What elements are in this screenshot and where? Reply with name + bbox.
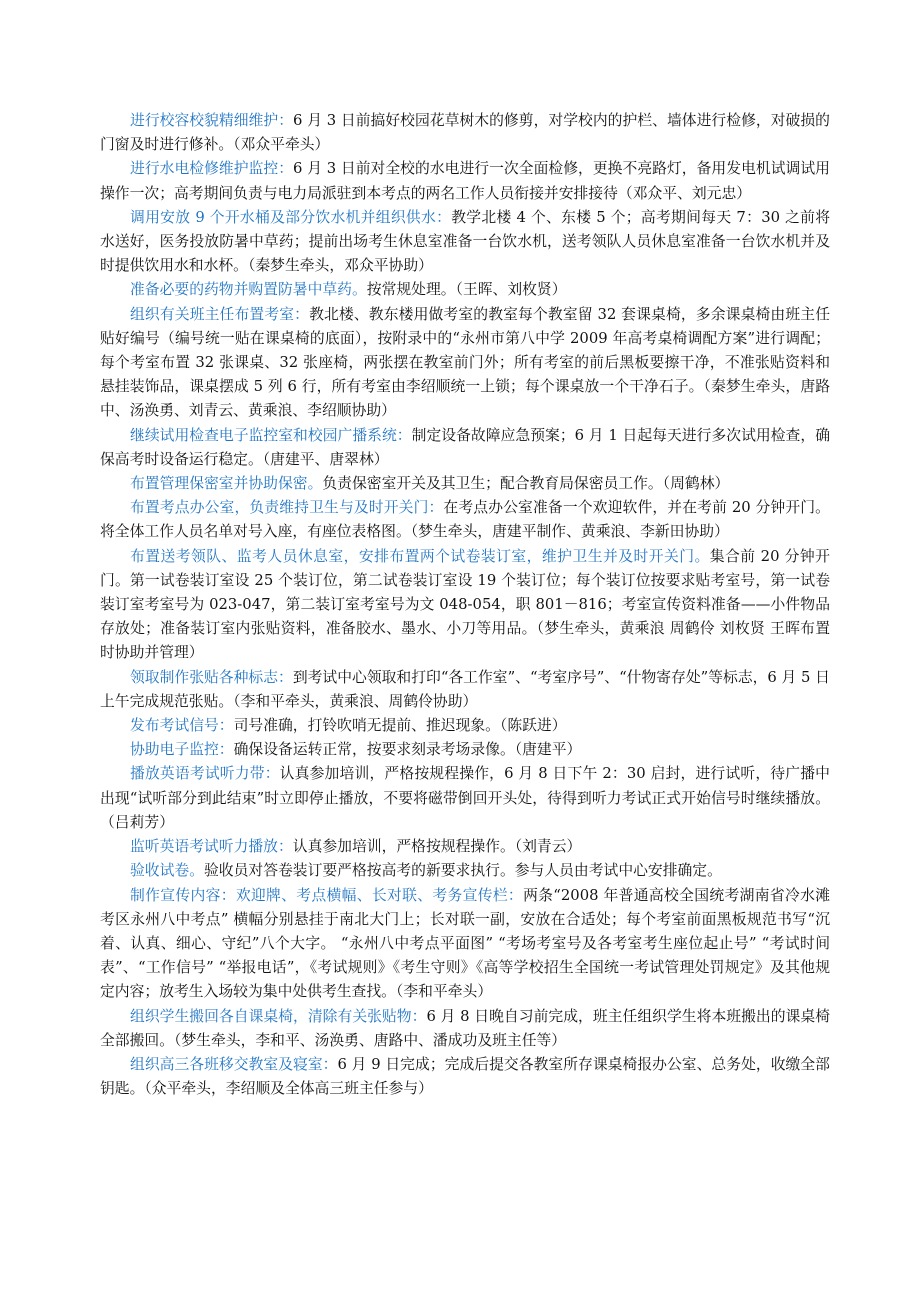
paragraph bbox=[100, 714, 830, 738]
paragraph bbox=[100, 835, 830, 859]
paragraph-text: 6 月 9 日完成；完成后提交各教室所存课桌椅报办公室、总务处，收缴全部钥匙。（众平牵头，李绍顺及全体高三班主任参与） bbox=[100, 1055, 830, 1098]
paragraph-text: 认真参加培训，严格按规程操作。（刘青云） bbox=[292, 838, 582, 856]
paragraph-text: 在考点办公室准备一个欢迎软件，并在考前 20 分钟开门。将全体工作人员名单对号入座，有座位表格图。（梦生牵头，唐建平制作、黄乘浪、李新田协助） bbox=[100, 499, 830, 541]
paragraph-heading: 调用安放 9 个开水桶及部分饮水机并组织供水： bbox=[130, 208, 452, 226]
paragraph-heading: 验收试卷。 bbox=[130, 862, 204, 880]
paragraph bbox=[100, 1005, 830, 1053]
paragraph-text: 教学北楼 4 个、东楼 5 个；高考期间每天 7：30 之前将水送好，医务投放防暑中草药；提前出场考生休息室准备一台饮水机，送考领队人员休息室准备一台饮水机并及时提供饮用水和水杯。（秦梦生牵头，邓众平协助） bbox=[100, 208, 831, 275]
paragraph bbox=[100, 157, 830, 205]
paragraph-heading: 布置管理保密室并协助保密。 bbox=[130, 475, 323, 493]
paragraph bbox=[100, 206, 830, 279]
paragraph bbox=[100, 496, 830, 544]
paragraph-heading: 播放英语考试听力带： bbox=[130, 765, 280, 783]
paragraph-text: 集合前 20 分钟开门。第一试卷装订室设 25 个装订位，第二试卷装订室设 19 个装订位；每个装订位按要求贴考室号，第一试卷装订室考室号为 023-047，第二装订室考室号为文 048-054，职 801－816；考室宣传资料准备——小件物品存放处；准备装订室内张贴资料，准备胶水、墨水、小刀等用品。（梦生牵头，黄乘浪 周鹤伶 刘枚贤 王晖布置时协助并管理） bbox=[100, 547, 830, 662]
paragraph-text: 6 月 3 日前搞好校园花草树木的修剪，对学校内的护栏、墙体进行检修，对破损的门窗及时进行修补。（邓众平牵头） bbox=[100, 112, 830, 154]
paragraph bbox=[100, 303, 830, 424]
paragraph-heading: 布置送考领队、监考人员休息室，安排布置两个试卷装订室，维护卫生并及时开关门。 bbox=[130, 547, 710, 565]
paragraph-text: 确保设备运转正常，按要求刻录考场录像。（唐建平） bbox=[233, 741, 582, 759]
paragraph-text: 司号准确，打铃吹哨无提前、推迟现象。（陈跃进） bbox=[233, 717, 567, 735]
paragraph bbox=[100, 424, 830, 472]
paragraph-text: 教北楼、教东楼用做考室的教室每个教室留 32 套课桌椅，多余课桌椅由班主任贴好编号（编号统一贴在课桌椅的底面），按附录中的“永州市第八中学 2009 年高考桌椅调配方案”进行调配；每个考室布置 32 张课桌、32 张座椅，两张摆在教室前门外；所有考室的前后黑板要擦干净，不准张贴资料和悬挂装饰品，课桌摆成 5 列 6 行，所有考室由李绍顺统一上锁；每个课桌放一个干净石子。（秦梦生牵头，唐路中、汤涣勇、刘青云、黄乘浪、李绍顺协助） bbox=[100, 305, 830, 420]
paragraph-heading: 组织有关班主任布置考室： bbox=[130, 305, 310, 323]
paragraph bbox=[100, 278, 830, 302]
paragraph bbox=[100, 884, 830, 1005]
paragraph-text: 制定设备故障应急预案；6 月 1 日起每天进行多次试用检查，确保高考时设备运行稳定。（唐建平、唐翠林） bbox=[100, 426, 830, 468]
paragraph-heading: 协助电子监控： bbox=[130, 741, 234, 759]
paragraph bbox=[100, 1053, 830, 1101]
paragraph-text: 认真参加培训，严格按规程操作，6 月 8 日下午 2：30 启封，进行试听，待广播中出现“试听部分到此结束”时立即停止播放，不要将磁带倒回开头处，待得到听力考试正式开始信号时继续播放。（吕莉芳） bbox=[100, 765, 830, 831]
paragraph-text: 到考试中心领取和打印“各工作室”、“考室序号”、“什物寄存处”等标志，6 月 5 日上午完成规范张贴。（李和平牵头，黄乘浪、周鹤伶协助） bbox=[100, 668, 830, 710]
paragraph-heading: 准备必要的药物并购置防暑中草药。 bbox=[130, 281, 367, 299]
paragraph bbox=[100, 738, 830, 762]
document-body bbox=[100, 109, 830, 1101]
paragraph-text: 按常规处理。（王晖、刘枚贤） bbox=[366, 281, 567, 299]
paragraph-heading: 布置考点办公室，负责维持卫生与及时开关门： bbox=[130, 499, 444, 517]
paragraph-heading: 监听英语考试听力播放： bbox=[130, 838, 293, 856]
paragraph bbox=[100, 859, 830, 883]
paragraph-text: 6 月 8 日晚自习前完成，班主任组织学生将本班搬出的课桌椅全部搬回。（梦生牵头，李和平、汤涣勇、唐路中、潘成功及班主任等） bbox=[100, 1007, 830, 1049]
paragraph-text: 验收员对答卷装订要严格按高考的新要求执行。参与人员由考试中心安排确定。 bbox=[204, 862, 722, 880]
paragraph-text: 负责保密室开关及其卫生；配合教育局保密员工作。（周鹤林） bbox=[322, 475, 730, 493]
paragraph-heading: 组织学生搬回各自课桌椅，清除有关张贴物： bbox=[130, 1007, 427, 1025]
paragraph bbox=[100, 545, 830, 666]
paragraph bbox=[100, 762, 830, 835]
paragraph bbox=[100, 472, 830, 496]
paragraph-heading: 继续试用检查电子监控室和校园广播系统： bbox=[130, 426, 412, 444]
paragraph-heading: 进行校容校貌精细维护： bbox=[130, 112, 294, 129]
paragraph-heading: 制作宣传内容：欢迎牌、考点横幅、长对联、考务宣传栏： bbox=[130, 886, 524, 904]
paragraph-heading: 领取制作张贴各种标志： bbox=[130, 668, 293, 686]
paragraph-heading: 发布考试信号： bbox=[130, 717, 234, 735]
paragraph-heading: 进行水电检修维护监控： bbox=[130, 160, 294, 178]
paragraph bbox=[100, 666, 830, 714]
paragraph-text: 两条“2008 年普通高校全国统考湖南省冷水滩考区永州八中考点” 横幅分别悬挂于南北大门上；长对联一副，安放在合适处；每个考室前面黑板规范书写“沉着、认真、细心、守纪”八个大字。 “永州八中考点平面图” “考场考室号及各考室考生座位起止号” “考试时间表”、“工作信号” “举报电话”，《考试规则》《考生守则》《高等学校招生全国统一考试管理处罚规定》及其他规定内容；放考生入场较为集中处供考生查找。（李和平牵头） bbox=[100, 886, 830, 1001]
paragraph-heading: 组织高三各班移交教室及寝室： bbox=[130, 1055, 338, 1073]
paragraph bbox=[100, 109, 830, 157]
paragraph-text: 6 月 3 日前对全校的水电进行一次全面检修，更换不亮路灯，备用发电机试调试用操作一次；高考期间负责与电力局派驻到本考点的两名工作人员衔接并安排接待（邓众平、刘元忠） bbox=[100, 160, 830, 202]
